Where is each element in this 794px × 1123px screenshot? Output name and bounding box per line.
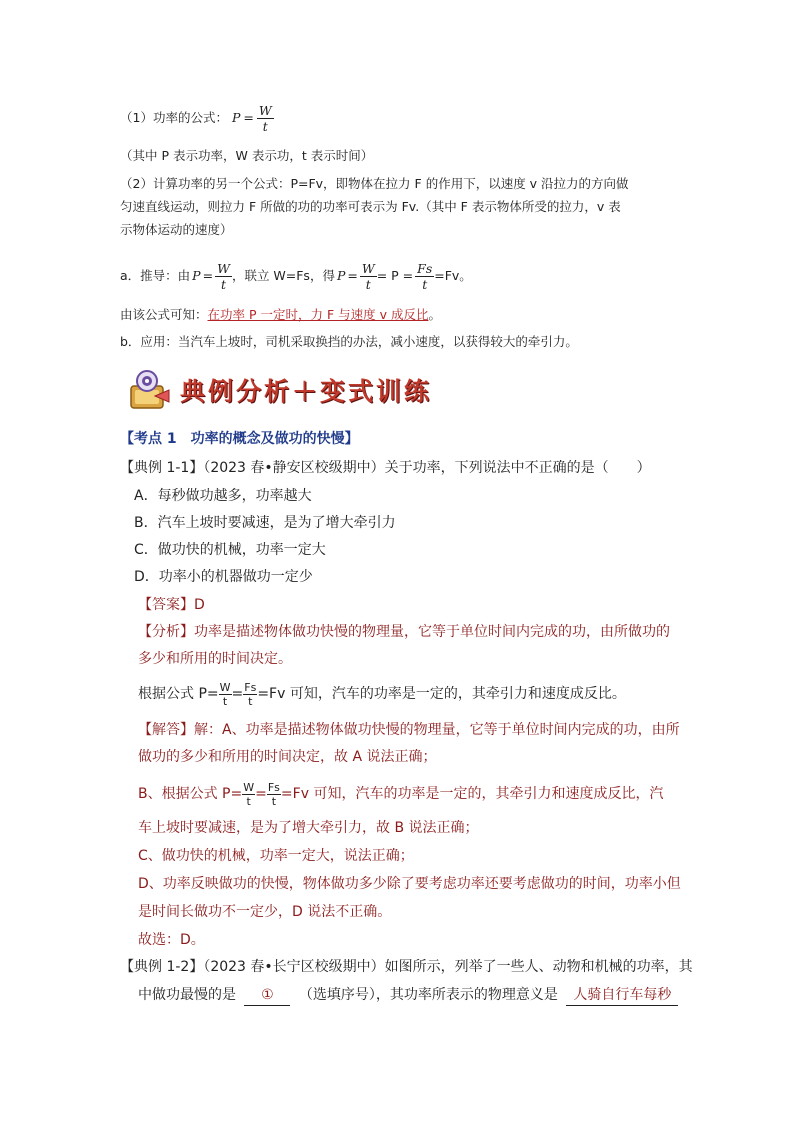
option-b: B．汽车上坡时要减速，是为了增大牵引力 [134,515,396,531]
note-1: （其中 P 表示功率，W 表示功，t 表示时间） [120,148,374,163]
conclusion-line: 由该公式可知：在功率 P 一定时，力 F 与速度 v 成反比。 [120,307,441,322]
q1-answer: 【答案】D [138,597,205,613]
option-a: A．每秒做功越多，功率越大 [134,488,312,504]
derivation-line: a．推导：由 P = $\frac{W}{t}$ ，联立 W=Fs，得 P = $\frac{W}{t}$ = P = $\frac{Fs}{t}$ =Fv。 [120,260,472,292]
q1-formula-line: 根据公式 P= $\frac{W}{t}$ = $\frac{Fs}{t}$ =Fv 可知，汽车的功率是一定的，其牵引力和速度成反比。 [138,680,626,708]
formula-2-paragraph: （2）计算功率的另一个公式：P=Fv，即物体在拉力 F 的作用下，以速度 v 沿拉力的方向做 匀速直线运动，则拉力 F 所做的功的功率可表示为 Fv.（其中 F 表示物体所受的拉力，v 表 示物体运动的速度） [120,176,629,237]
application-line: b．应用：当汽车上坡时，司机采取换挡的办法，减小速度，以获得较大的牵引力。 [120,334,578,349]
option-d: D．功率小的机器做功一定少 [134,569,313,585]
q1-solution: 【解答】解：A、功率是描述物体做功快慢的物理量，它等于单位时间内完成的功，由所 做功的多少和所用的时间决定，故 A 说法正确； [138,722,680,765]
blank-2: 人骑自行车每秒 [566,985,678,1006]
q1-options [134,486,396,594]
q1-choose: 故选：D。 [138,932,205,948]
section-banner [125,368,465,412]
q1-stem: 【典例 1-1】（2023 春•静安区校级期中）关于功率，下列说法中不正确的是（ ） [120,460,651,476]
q2-stem-line-2: 中做功最慢的是 ① （选填序号），其功率所表示的物理意义是 人骑自行车每秒 [138,985,678,1006]
study-icon [125,368,175,412]
q1-solution-rest: 车上坡时要减速，是为了增大牵引力，故 B 说法正确； C、做功快的机械，功率一定大，说法正确； D、功率反映做功的快慢，物体做功多少除了要考虑功率还要考虑做功的时间，功率小但 是时间长做功不一定少，D 说法不正确。 [138,820,681,920]
option-c: C．做功快的机械，功率一定大 [134,542,326,558]
fraction-w-over-t: $\frac{W}{t}$ [258,102,272,134]
blank-1: ① [244,985,290,1006]
q2-stem-line-1: 【典例 1-2】（2023 春•长宁区校级期中）如图所示，列举了一些人、动物和机械的功率，其 [120,959,693,975]
formula-1: （1）功率的公式： P = $\frac{W}{t}$ [120,102,272,134]
q1-solution-b: B、根据公式 P= $\frac{W}{t}$ = $\frac{Fs}{t}$ =Fv 可知，汽车的功率是一定的，其牵引力和速度成反比，汽 [138,780,664,808]
kaodian-heading: 【考点 1 功率的概念及做功的快慢】 [120,431,359,447]
banner-title: 典例分析＋变式训练 [180,377,433,406]
conclusion-highlight: 在功率 P 一定时，力 F 与速度 v 成反比 [207,307,429,322]
q1-analysis: 【分析】功率是描述物体做功快慢的物理量，它等于单位时间内完成的功，由所做功的 多少和所用的时间决定。 [138,624,670,667]
